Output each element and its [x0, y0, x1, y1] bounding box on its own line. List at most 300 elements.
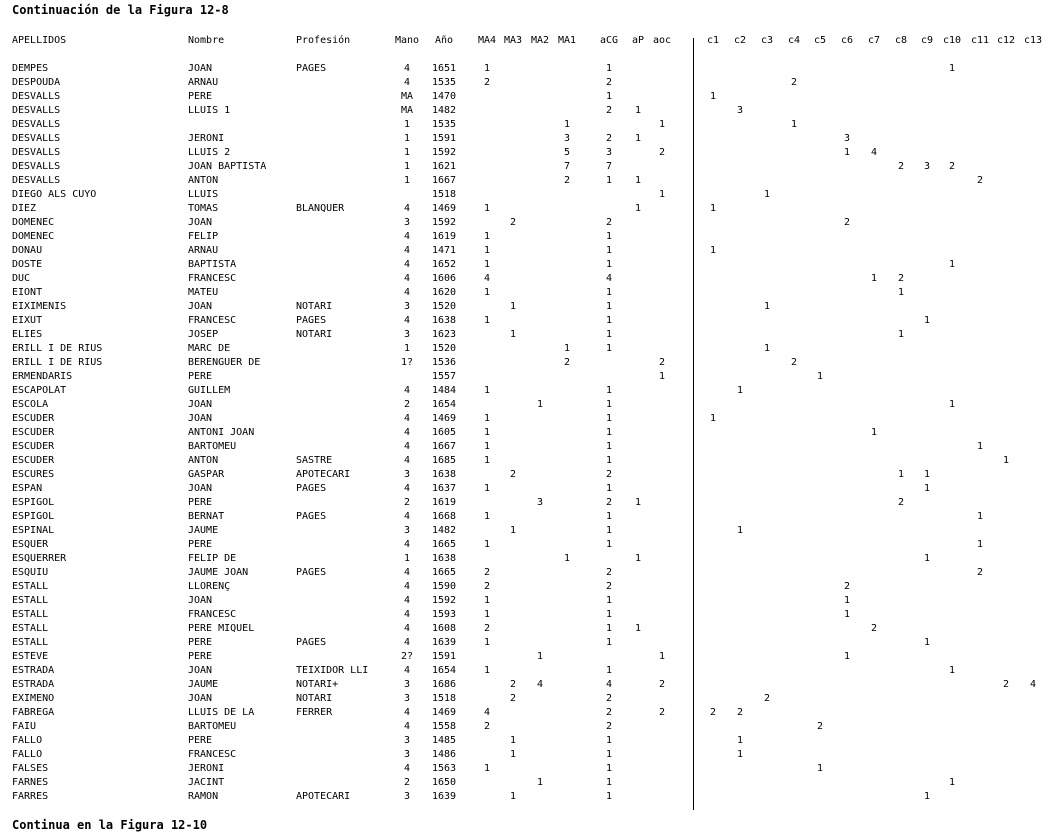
table-cell: 1535	[431, 77, 457, 88]
table-cell: 2	[605, 721, 613, 732]
table-cell: 4	[403, 231, 411, 242]
table-cell: 1	[736, 525, 744, 536]
table-cell: 1	[763, 189, 771, 200]
table-cell: 2	[605, 567, 613, 578]
table-cell: 2	[483, 567, 491, 578]
table-cell: MARC DE	[188, 343, 231, 354]
table-cell: 1	[483, 231, 491, 242]
table-cell: JAUME	[188, 679, 219, 690]
table-cell: LLUIS 2	[188, 147, 231, 158]
table-cell: 2	[843, 217, 851, 228]
table-cell: 1608	[431, 623, 457, 634]
table-cell: LLUIS 1	[188, 105, 231, 116]
table-cell: 1	[1002, 455, 1010, 466]
table-cell: 1	[605, 735, 613, 746]
table-cell: ESCAPOLAT	[12, 385, 67, 396]
table-cell: ESTALL	[12, 623, 49, 634]
table-cell: 1520	[431, 343, 457, 354]
table-cell: 4	[483, 273, 491, 284]
table-cell: 2	[605, 133, 613, 144]
table-cell: 1	[605, 343, 613, 354]
table-cell: 1	[509, 525, 517, 536]
table-cell: 1	[709, 91, 717, 102]
table-cell: 1654	[431, 399, 457, 410]
table-cell: JAUME	[188, 525, 219, 536]
table-cell: 1	[509, 791, 517, 802]
table-cell: MA	[400, 91, 414, 102]
table-cell: 1	[923, 315, 931, 326]
table-cell: DESVALLS	[12, 105, 61, 116]
table-cell: 1	[605, 287, 613, 298]
table-cell: 1	[403, 133, 411, 144]
table-cell: 1518	[431, 693, 457, 704]
table-cell: 4	[403, 763, 411, 774]
table-cell: FABREGA	[12, 707, 55, 718]
table-cell: NOTARI	[296, 329, 333, 340]
table-cell: FELIP	[188, 231, 219, 242]
table-cell: ESPINAL	[12, 525, 55, 536]
table-cell: 2	[605, 581, 613, 592]
table-cell: 1	[634, 203, 642, 214]
table-cell: DESVALLS	[12, 91, 61, 102]
table-cell: 4	[403, 483, 411, 494]
table-cell: ESTALL	[12, 609, 49, 620]
table-cell: 1667	[431, 441, 457, 452]
table-cell: 1	[948, 259, 956, 270]
table-cell: 2	[509, 469, 517, 480]
table-cell: 1606	[431, 273, 457, 284]
table-cell: 1592	[431, 147, 457, 158]
table-cell: FRANCESC	[188, 749, 237, 760]
table-cell: 3	[605, 147, 613, 158]
table-cell: 4	[403, 77, 411, 88]
table-cell: 3	[403, 693, 411, 704]
table-cell: 3	[403, 469, 411, 480]
table-cell: 1	[483, 455, 491, 466]
table-cell: DESVALLS	[12, 161, 61, 172]
table-cell: FALLO	[12, 749, 43, 760]
table-cell: 1	[403, 119, 411, 130]
table-cell: ESCURES	[12, 469, 55, 480]
table-cell: RAMON	[188, 791, 219, 802]
table-cell: DIEGO ALS CUYO	[12, 189, 97, 200]
table-cell: ESTALL	[12, 581, 49, 592]
table-cell: APOTECARI	[296, 791, 351, 802]
table-cell: 1	[605, 749, 613, 760]
table-cell: 2	[509, 679, 517, 690]
table-cell: 3	[736, 105, 744, 116]
table-cell: 1482	[431, 525, 457, 536]
table-cell: 1667	[431, 175, 457, 186]
table-cell: 1557	[431, 371, 457, 382]
table-cell: 1	[763, 301, 771, 312]
table-cell: 2	[403, 399, 411, 410]
table-cell: 2	[483, 721, 491, 732]
table-cell: 1485	[431, 735, 457, 746]
table-cell: 1536	[431, 357, 457, 368]
table-cell: 1	[605, 427, 613, 438]
column-header: c4	[787, 35, 801, 46]
table-cell: FALSES	[12, 763, 49, 774]
table-cell: DEMPES	[12, 63, 49, 74]
table-cell: 3	[403, 217, 411, 228]
table-cell: 2	[709, 707, 717, 718]
table-cell: EIXIMENIS	[12, 301, 67, 312]
table-cell: ESCUDER	[12, 455, 55, 466]
table-cell: 1623	[431, 329, 457, 340]
table-cell: 1	[483, 763, 491, 774]
table-cell: 3	[403, 791, 411, 802]
table-cell: 1535	[431, 119, 457, 130]
table-cell: 2	[976, 175, 984, 186]
table-cell: 2	[403, 777, 411, 788]
table-cell: PERE MIQUEL	[188, 623, 255, 634]
table-cell: ARNAU	[188, 245, 219, 256]
column-header: c5	[813, 35, 827, 46]
table-cell: 3	[536, 497, 544, 508]
table-cell: JOAN	[188, 63, 213, 74]
table-cell: 4	[403, 595, 411, 606]
table-cell: 1639	[431, 637, 457, 648]
table-cell: BARTOMEU	[188, 441, 237, 452]
table-cell: PAGES	[296, 567, 327, 578]
table-cell: GUILLEM	[188, 385, 231, 396]
table-cell: 1	[658, 189, 666, 200]
table-cell: 1563	[431, 763, 457, 774]
table-cell: BERNAT	[188, 511, 225, 522]
table-cell: 1	[483, 483, 491, 494]
table-cell: 4	[403, 707, 411, 718]
table-cell: 1	[605, 175, 613, 186]
table-cell: JOAN	[188, 483, 213, 494]
table-cell: FRANCESC	[188, 273, 237, 284]
table-cell: 1	[563, 119, 571, 130]
table-cell: 2	[605, 469, 613, 480]
table-cell: JOAN	[188, 693, 213, 704]
table-cell: 2	[976, 567, 984, 578]
table-cell: 1	[483, 665, 491, 676]
table-cell: 1	[403, 553, 411, 564]
table-cell: 2	[816, 721, 824, 732]
table-cell: DESVALLS	[12, 133, 61, 144]
table-cell: ESQUIU	[12, 567, 49, 578]
table-cell: 4	[403, 539, 411, 550]
table-cell: 3	[403, 749, 411, 760]
column-header: aoc	[652, 35, 672, 46]
table-cell: 1	[483, 203, 491, 214]
table-cell: 1592	[431, 595, 457, 606]
table-cell: 1	[897, 469, 905, 480]
table-cell: 4	[536, 679, 544, 690]
table-cell: 1	[483, 595, 491, 606]
column-header: c12	[996, 35, 1016, 46]
table-cell: FAIU	[12, 721, 37, 732]
table-cell: 1	[483, 427, 491, 438]
table-cell: 1	[483, 637, 491, 648]
table-cell: 1	[605, 315, 613, 326]
table-cell: 7	[605, 161, 613, 172]
table-cell: 1	[483, 63, 491, 74]
table-cell: 1	[483, 385, 491, 396]
table-cell: 1	[483, 539, 491, 550]
table-cell: 2	[658, 357, 666, 368]
table-cell: DESVALLS	[12, 175, 61, 186]
table-cell: 1484	[431, 385, 457, 396]
page-footer: Continua en la Figura 12-10	[12, 818, 208, 832]
table-cell: 1605	[431, 427, 457, 438]
table-cell: 1486	[431, 749, 457, 760]
table-cell: ERILL I DE RIUS	[12, 357, 103, 368]
table-cell: 4	[483, 707, 491, 718]
table-cell: 1	[536, 399, 544, 410]
table-cell: 3	[403, 301, 411, 312]
table-cell: 1	[709, 245, 717, 256]
table-cell: 1	[870, 427, 878, 438]
column-header: APELLIDOS	[12, 35, 67, 46]
table-cell: 2	[509, 693, 517, 704]
table-cell: JOAN	[188, 595, 213, 606]
table-cell: 2	[948, 161, 956, 172]
table-cell: EIXUT	[12, 315, 43, 326]
table-cell: PAGES	[296, 511, 327, 522]
table-cell: DOMENEC	[12, 217, 55, 228]
table-cell: FELIP DE	[188, 553, 237, 564]
column-header: MA4	[477, 35, 497, 46]
table-cell: 1	[605, 637, 613, 648]
table-cell: JOSEP	[188, 329, 219, 340]
table-cell: FARRES	[12, 791, 49, 802]
table-cell: 1	[605, 763, 613, 774]
table-cell: 1651	[431, 63, 457, 74]
table-cell: JOAN	[188, 217, 213, 228]
table-cell: FERRER	[296, 707, 333, 718]
table-cell: 1	[634, 133, 642, 144]
table-cell: 1668	[431, 511, 457, 522]
table-cell: 2	[843, 581, 851, 592]
table-cell: 1	[605, 329, 613, 340]
table-cell: ARNAU	[188, 77, 219, 88]
table-cell: 4	[403, 287, 411, 298]
column-header: c9	[920, 35, 934, 46]
table-cell: EIONT	[12, 287, 43, 298]
table-cell: ESCUDER	[12, 427, 55, 438]
table-cell: 1	[736, 749, 744, 760]
table-cell: 1	[976, 441, 984, 452]
table-cell: DONAU	[12, 245, 43, 256]
table-cell: DIEZ	[12, 203, 37, 214]
table-cell: TEIXIDOR LLI	[296, 665, 369, 676]
table-cell: 1686	[431, 679, 457, 690]
table-cell: 1	[816, 371, 824, 382]
table-cell: PERE	[188, 539, 213, 550]
table-cell: 2	[483, 581, 491, 592]
table-cell: ESQUERRER	[12, 553, 67, 564]
table-cell: 1593	[431, 609, 457, 620]
table-cell: 2	[563, 175, 571, 186]
table-cell: 2	[870, 623, 878, 634]
table-cell: 1	[634, 623, 642, 634]
table-cell: ELIES	[12, 329, 43, 340]
table-cell: 1	[605, 259, 613, 270]
table-cell: 2	[483, 623, 491, 634]
table-cell: 1619	[431, 497, 457, 508]
column-header: MA1	[557, 35, 577, 46]
table-cell: 1638	[431, 469, 457, 480]
table-cell: 1	[634, 105, 642, 116]
table-cell: 1638	[431, 553, 457, 564]
table-cell: 3	[403, 735, 411, 746]
table-cell: GASPAR	[188, 469, 225, 480]
table-cell: SASTRE	[296, 455, 333, 466]
table-cell: 1	[605, 413, 613, 424]
column-header: c11	[970, 35, 990, 46]
table-cell: 2	[563, 357, 571, 368]
table-cell: 1	[948, 665, 956, 676]
table-cell: 1621	[431, 161, 457, 172]
table-cell: 1	[658, 651, 666, 662]
table-cell: PERE	[188, 371, 213, 382]
table-cell: 1	[509, 329, 517, 340]
table-cell: 1	[605, 91, 613, 102]
column-header: c3	[760, 35, 774, 46]
table-cell: 1	[483, 245, 491, 256]
table-cell: 1665	[431, 539, 457, 550]
table-cell: FALLO	[12, 735, 43, 746]
table-cell: 1	[403, 147, 411, 158]
table-cell: 4	[403, 581, 411, 592]
table-cell: 1	[709, 413, 717, 424]
table-cell: 1	[563, 343, 571, 354]
table-cell: 1482	[431, 105, 457, 116]
table-cell: 1	[605, 385, 613, 396]
table-cell: DESVALLS	[12, 119, 61, 130]
table-cell: 2	[897, 273, 905, 284]
table-cell: JOAN	[188, 665, 213, 676]
table-cell: 1	[563, 553, 571, 564]
table-cell: ESPAN	[12, 483, 43, 494]
column-header: Profesión	[296, 35, 351, 46]
table-cell: 1	[948, 63, 956, 74]
table-cell: 1	[536, 651, 544, 662]
table-cell: NOTARI	[296, 693, 333, 704]
table-cell: 4	[403, 623, 411, 634]
table-cell: 3	[923, 161, 931, 172]
table-cell: 1652	[431, 259, 457, 270]
table-cell: 1471	[431, 245, 457, 256]
table-cell: 2	[509, 217, 517, 228]
table-cell: LLUIS	[188, 189, 219, 200]
table-cell: 1	[605, 301, 613, 312]
table-cell: MA	[400, 105, 414, 116]
column-header: Nombre	[188, 35, 225, 46]
table-cell: ANTONI JOAN	[188, 427, 255, 438]
table-cell: NOTARI	[296, 301, 333, 312]
table-cell: TOMAS	[188, 203, 219, 214]
table-cell: 2	[605, 77, 613, 88]
table-cell: 1	[605, 231, 613, 242]
table-cell: 1	[658, 119, 666, 130]
table-cell: MATEU	[188, 287, 219, 298]
table-cell: 1470	[431, 91, 457, 102]
table-cell: 4	[403, 203, 411, 214]
column-header: Mano	[394, 35, 420, 46]
table-cell: 1	[923, 469, 931, 480]
table-cell: 4	[403, 273, 411, 284]
table-cell: ESTALL	[12, 637, 49, 648]
table-cell: 1592	[431, 217, 457, 228]
table-cell: PAGES	[296, 315, 327, 326]
table-cell: 4	[403, 441, 411, 452]
table-cell: BLANQUER	[296, 203, 345, 214]
table-cell: 1	[605, 483, 613, 494]
table-cell: 7	[563, 161, 571, 172]
table-cell: 2	[790, 357, 798, 368]
table-cell: 1	[976, 539, 984, 550]
table-cell: 1	[605, 665, 613, 676]
table-cell: 1?	[400, 357, 414, 368]
table-cell: APOTECARI	[296, 469, 351, 480]
table-cell: 2	[897, 497, 905, 508]
table-cell: FRANCESC	[188, 315, 237, 326]
table-cell: 4	[403, 63, 411, 74]
table-cell: 1591	[431, 651, 457, 662]
table-cell: 1	[483, 511, 491, 522]
table-cell: 1	[605, 399, 613, 410]
table-cell: 1	[923, 791, 931, 802]
table-cell: 1665	[431, 567, 457, 578]
table-cell: 1	[634, 553, 642, 564]
table-cell: LLORENÇ	[188, 581, 231, 592]
table-cell: 4	[403, 567, 411, 578]
table-cell: 1	[483, 441, 491, 452]
table-cell: 1	[843, 609, 851, 620]
table-cell: 4	[403, 511, 411, 522]
table-cell: 1620	[431, 287, 457, 298]
table-cell: 2	[605, 105, 613, 116]
table-cell: DESVALLS	[12, 147, 61, 158]
table-cell: 1	[709, 203, 717, 214]
table-cell: 2	[1002, 679, 1010, 690]
table-cell: 2	[605, 693, 613, 704]
table-cell: PAGES	[296, 637, 327, 648]
table-cell: 1685	[431, 455, 457, 466]
table-cell: FARNES	[12, 777, 49, 788]
table-cell: 3	[403, 525, 411, 536]
table-cell: JAUME JOAN	[188, 567, 249, 578]
column-header: MA3	[503, 35, 523, 46]
column-header: aP	[631, 35, 645, 46]
table-cell: 1558	[431, 721, 457, 732]
table-cell: 3	[403, 329, 411, 340]
table-cell: 2	[763, 693, 771, 704]
table-cell: 1	[923, 553, 931, 564]
table-cell: JERONI	[188, 763, 225, 774]
table-cell: 1	[658, 371, 666, 382]
table-cell: 1	[483, 315, 491, 326]
table-cell: DUC	[12, 273, 31, 284]
column-header: aCG	[599, 35, 619, 46]
table-cell: 2	[605, 707, 613, 718]
table-cell: PERE	[188, 651, 213, 662]
table-cell: 1	[605, 511, 613, 522]
column-header: c6	[840, 35, 854, 46]
table-cell: 1619	[431, 231, 457, 242]
table-cell: 1	[605, 245, 613, 256]
table-cell: 4	[403, 609, 411, 620]
table-cell: 4	[403, 427, 411, 438]
table-cell: JOAN	[188, 399, 213, 410]
table-cell: ESTRADA	[12, 679, 55, 690]
